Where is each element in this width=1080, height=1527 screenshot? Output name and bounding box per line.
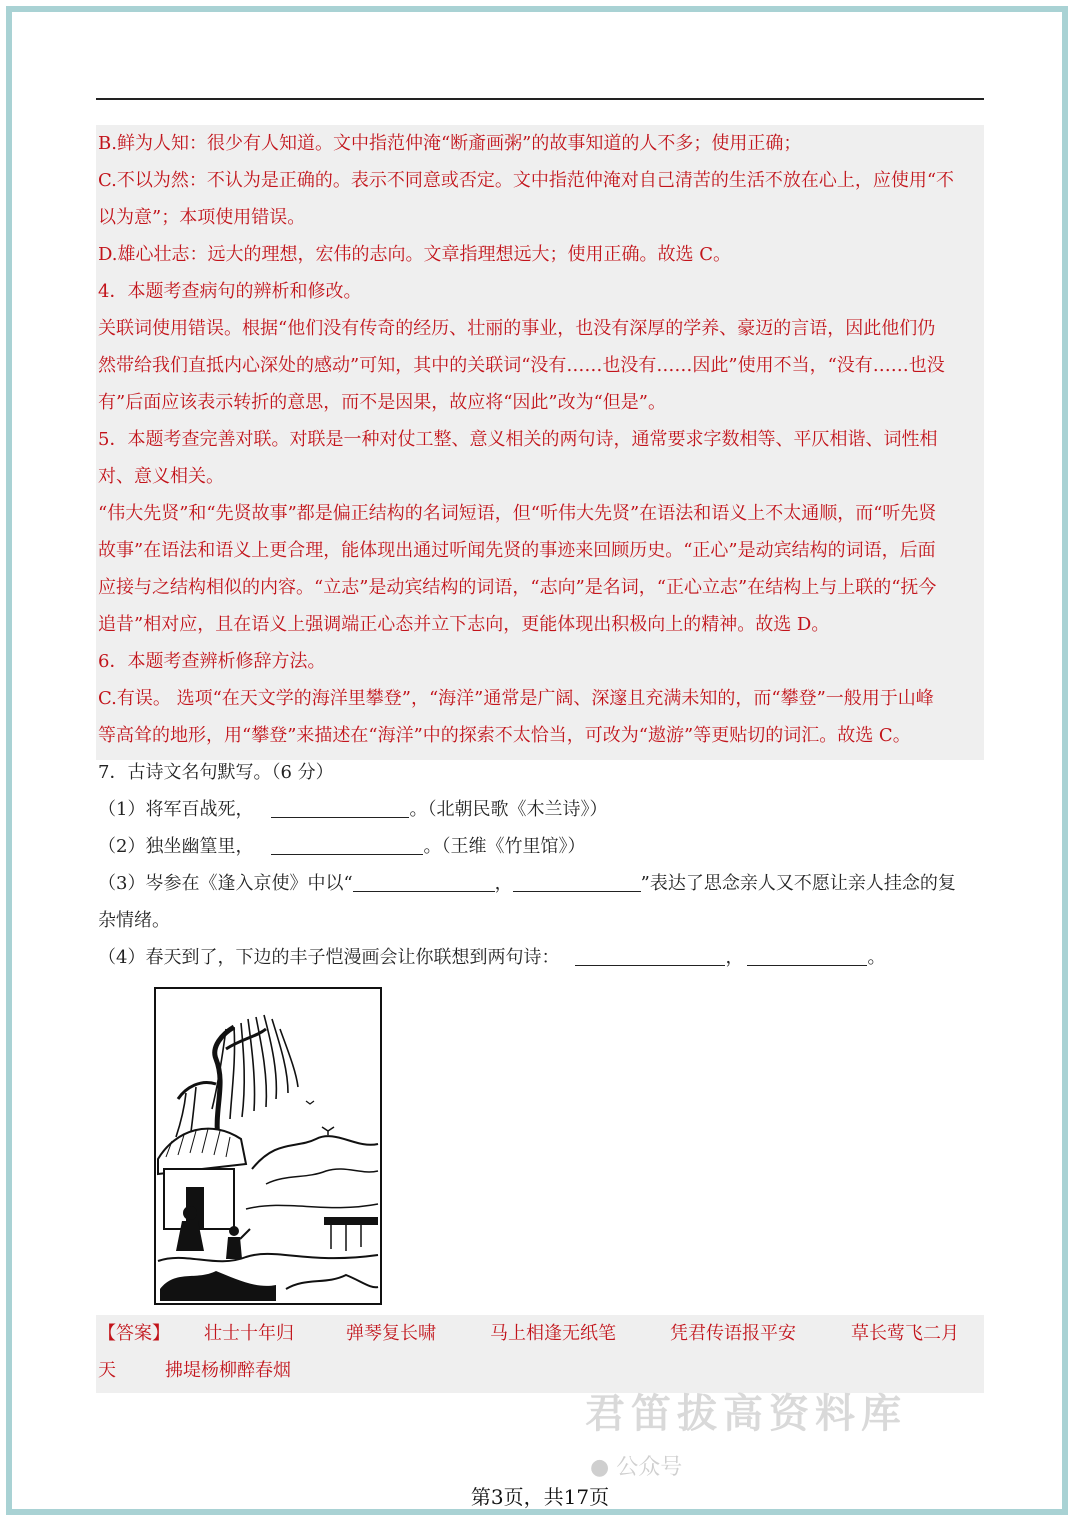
prompt-text: ”表达了思念亲人又不愿让亲人挂念的复 [640, 873, 956, 894]
explanation-line: B.鲜为人知：很少有人知道。文中指范仲淹“断齑画粥”的故事知道的人不多；使用正确； [98, 133, 802, 154]
prompt-text: （3）岑参在《逢入京使》中以“ [98, 873, 353, 894]
answer-item-cont: 天 [98, 1360, 116, 1381]
explanation-line: 故事”在语法和语义上更合理，能体现出通过听闻先贤的事迹来回顾历史。“正心”是动宾结构的词语，后面 [98, 540, 936, 561]
separator: ， [725, 947, 744, 968]
answer-blank[interactable] [575, 943, 725, 966]
explanation-line: 5．本题考查完善对联。对联是一种对仗工整、意义相关的两句诗，通常要求字数相等、平仄相谐、词性相 [98, 429, 938, 450]
question-sub-3-cont: 杂情绪。 [98, 910, 170, 931]
question-sub-4 [98, 939, 982, 976]
answer-blank[interactable] [271, 832, 423, 855]
wechat-icon: ● [590, 1455, 610, 1480]
explanation-line: 4．本题考查病句的辨析和修改。 [98, 281, 362, 302]
answer-blank[interactable] [353, 869, 495, 892]
answer-item: 马上相逢无纸笔 [490, 1323, 616, 1344]
answer-blank[interactable] [271, 795, 409, 818]
page-number: 第3页，共17页 [470, 1485, 610, 1509]
question-sub-3 [98, 865, 982, 902]
explanation-line: 关联词使用错误。根据“他们没有传奇的经历、壮丽的事业，也没有深厚的学养、豪迈的言语，因此他们仍 [98, 318, 936, 339]
explanation-line: “伟大先贤”和“先贤故事”都是偏正结构的名词短语，但“听伟大先贤”在语法和语义上不太通顺，而“听先贤 [98, 503, 937, 524]
separator: 。 [867, 947, 886, 968]
question-sub-2 [98, 828, 982, 865]
answer-label: 【答案】 [98, 1323, 170, 1344]
separator: ， [494, 873, 513, 894]
answer-item: 弹琴复长啸 [346, 1323, 436, 1344]
explanation-line: 以为意”；本项使用错误。 [98, 207, 306, 228]
explanation-line: 6．本题考查辨析修辞方法。 [98, 651, 326, 672]
explanation-line: D.雄心壮志：远大的理想，宏伟的志向。文章指理想远大；使用正确。故选 C。 [98, 244, 732, 265]
header-rule [96, 98, 984, 100]
answer-item: 壮士十年归 [204, 1323, 294, 1344]
explanation-line: 应接与之结构相似的内容。“立志”是动宾结构的词语，“志向”是名词，“正心立志”在结构上与上联的“抚今 [98, 577, 937, 598]
answer-blank[interactable] [747, 943, 867, 966]
watermark-logo-text: 君笛拔高资料库 [585, 1390, 907, 1437]
explanation-line: 追昔”相对应，且在语义上强调端正心态并立下志向，更能体现出积极向上的精神。故选 D。 [98, 614, 830, 635]
watermark-subtitle: ● 公众号 [590, 1455, 683, 1480]
explanation-line: 等高耸的地形，用“攀登”来描述在“海洋”中的探索不太恰当，可改为“遨游”等更贴切的词汇。故选 C。 [98, 725, 911, 746]
answer-item: 凭君传语报平安 [670, 1323, 796, 1344]
prompt-text: （2）独坐幽篁里， [98, 836, 254, 857]
source-text: 。（王维《竹里馆》） [423, 836, 586, 857]
answer-item: 拂堤杨柳醉春烟 [165, 1360, 291, 1381]
question-sub-1 [98, 791, 982, 828]
prompt-text: （1）将军百战死， [98, 799, 254, 820]
answer-blank[interactable] [513, 869, 641, 892]
explanation-line: 有”后面应该表示转折的意思，而不是因果，故应将“因此”改为“但是”。 [98, 392, 667, 413]
feng-zikai-illustration [154, 987, 382, 1305]
explanation-line: 然带给我们直抵内心深处的感动”可知，其中的关联词“没有……也没有……因此”使用不当，“没有……也没 [98, 355, 945, 376]
source-text: 。（北朝民歌《木兰诗》） [409, 799, 608, 820]
prompt-text: （4）春天到了，下边的丰子恺漫画会让你联想到两句诗： [98, 947, 560, 968]
explanation-line: C.有误。 选项“在天文学的海洋里攀登”，“海洋”通常是广阔、深邃且充满未知的，而“攀登”一般用于山峰 [98, 688, 934, 709]
answer-item: 草长莺飞二月 [851, 1323, 959, 1344]
explanation-line: 对、意义相关。 [98, 466, 224, 487]
explanation-line: C.不以为然：不认为是正确的。表示不同意或否定。文中指范仲淹对自己清苦的生活不放在心上，应使用“不 [98, 170, 955, 191]
question-title: 7．古诗文名句默写。（6 分） [98, 762, 334, 783]
ink-drawing [156, 989, 380, 1303]
